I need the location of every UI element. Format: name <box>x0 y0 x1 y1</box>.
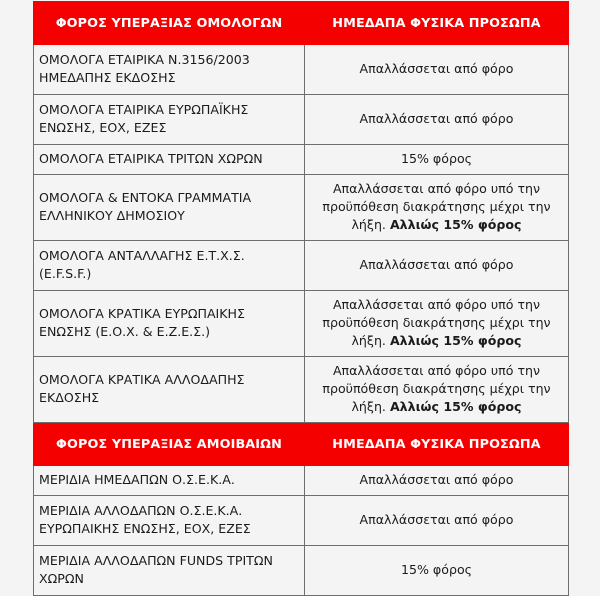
row-label: ΜΕΡΙΔΙΑ ΗΜΕΔΑΠΩΝ Ο.Σ.Ε.Κ.Α. <box>34 466 305 496</box>
row-value-text: Απαλλάσσεται από φόρο <box>359 472 514 488</box>
row-label: ΟΜΟΛΟΓΑ ΚΡΑΤΙΚΑ ΕΥΡΩΠΑΙΚΗΣ ΕΝΩΣΗΣ (Ε.Ο.Χ. & Ε.Ζ.Ε.Σ.) <box>34 291 305 357</box>
row-label: ΜΕΡΙΔΙΑ ΑΛΛΟΔΑΠΩΝ FUNDS ΤΡΙΤΩΝ ΧΩΡΩΝ <box>34 546 305 596</box>
table-row <box>34 45 569 95</box>
table-row <box>34 175 569 241</box>
row-value-text: 15% φόρος <box>400 151 473 167</box>
row-value <box>305 241 569 291</box>
row-value <box>305 45 569 95</box>
row-value <box>305 291 569 357</box>
row-value-text: Απαλλάσσεται από φόρο <box>359 512 514 528</box>
row-value-emphasis: Αλλιώς 15% φόρος <box>389 216 522 232</box>
row-value-emphasis: Αλλιώς 15% φόρος <box>389 398 522 414</box>
row-value <box>305 95 569 145</box>
tax-table-container <box>33 1 568 596</box>
row-value <box>305 466 569 496</box>
row-label: ΜΕΡΙΔΙΑ ΑΛΛΟΔΑΠΩΝ Ο.Σ.Ε.Κ.Α. ΕΥΡΩΠΑΙΚΗΣ ΕΝΩΣΗΣ, ΕΟΧ, ΕΖΕΣ <box>34 496 305 546</box>
row-label: ΟΜΟΛΟΓΑ ΑΝΤΑΛΛΑΓΗΣ Ε.Τ.Χ.Σ. (E.F.S.F.) <box>34 241 305 291</box>
row-value-emphasis: Αλλιώς 15% φόρος <box>389 332 522 348</box>
row-value-text: Απαλλάσσεται από φόρο <box>359 257 514 273</box>
table-row <box>34 466 569 496</box>
row-value <box>305 175 569 241</box>
table-row <box>34 291 569 357</box>
section-header-value-mutual-funds: ΗΜΕΔΑΠΑ ΦΥΣΙΚΑ ΠΡΟΣΩΠΑ <box>305 423 569 466</box>
section-header-label-bonds: ΦΟΡΟΣ ΥΠΕΡΑΞΙΑΣ ΟΜΟΛΟΓΩΝ <box>34 2 305 45</box>
row-value-text: Απαλλάσσεται από φόρο <box>359 61 514 77</box>
row-value <box>305 496 569 546</box>
table-row <box>34 496 569 546</box>
row-label: ΟΜΟΛΟΓΑ ΕΤΑΙΡΙΚΑ ΕΥΡΩΠΑΪΚΗΣ ΕΝΩΣΗΣ, ΕΟΧ, ΕΖΕΣ <box>34 95 305 145</box>
table-row <box>34 95 569 145</box>
tax-table-body <box>34 2 569 596</box>
row-value <box>305 145 569 175</box>
row-label: ΟΜΟΛΟΓΑ ΕΤΑΙΡΙΚΑ Ν.3156/2003 ΗΜΕΔΑΠΗΣ ΕΚΔΟΣΗΣ <box>34 45 305 95</box>
table-row <box>34 145 569 175</box>
row-value-text: Απαλλάσσεται από φόρο υπό την προϋπόθεση διακράτησης μέχρι την λήξη. <box>322 181 551 232</box>
row-value <box>305 357 569 423</box>
row-value-text: Απαλλάσσεται από φόρο υπό την προϋπόθεση διακράτησης μέχρι την λήξη. <box>322 297 551 348</box>
section-header-bonds <box>34 2 569 45</box>
row-label: ΟΜΟΛΟΓΑ ΚΡΑΤΙΚΑ ΑΛΛΟΔΑΠΗΣ ΕΚΔΟΣΗΣ <box>34 357 305 423</box>
row-label: ΟΜΟΛΟΓΑ ΕΤΑΙΡΙΚΑ ΤΡΙΤΩΝ ΧΩΡΩΝ <box>34 145 305 175</box>
section-header-label-mutual-funds: ΦΟΡΟΣ ΥΠΕΡΑΞΙΑΣ ΑΜΟΙΒΑΙΩΝ <box>34 423 305 466</box>
section-header-mutual-funds <box>34 423 569 466</box>
section-header-value-bonds: ΗΜΕΔΑΠΑ ΦΥΣΙΚΑ ΠΡΟΣΩΠΑ <box>305 2 569 45</box>
table-row <box>34 357 569 423</box>
table-row <box>34 241 569 291</box>
row-label: ΟΜΟΛΟΓΑ & ΕΝΤΟΚΑ ΓΡΑΜΜΑΤΙΑ ΕΛΛΗΝΙΚΟΥ ΔΗΜΟΣΙΟΥ <box>34 175 305 241</box>
tax-rate-table <box>33 1 569 596</box>
table-row <box>34 546 569 596</box>
row-value-text: Απαλλάσσεται από φόρο υπό την προϋπόθεση διακράτησης μέχρι την λήξη. <box>322 363 551 414</box>
row-value-text: Απαλλάσσεται από φόρο <box>359 111 514 127</box>
row-value-text: 15% φόρος <box>400 562 473 578</box>
row-value <box>305 546 569 596</box>
